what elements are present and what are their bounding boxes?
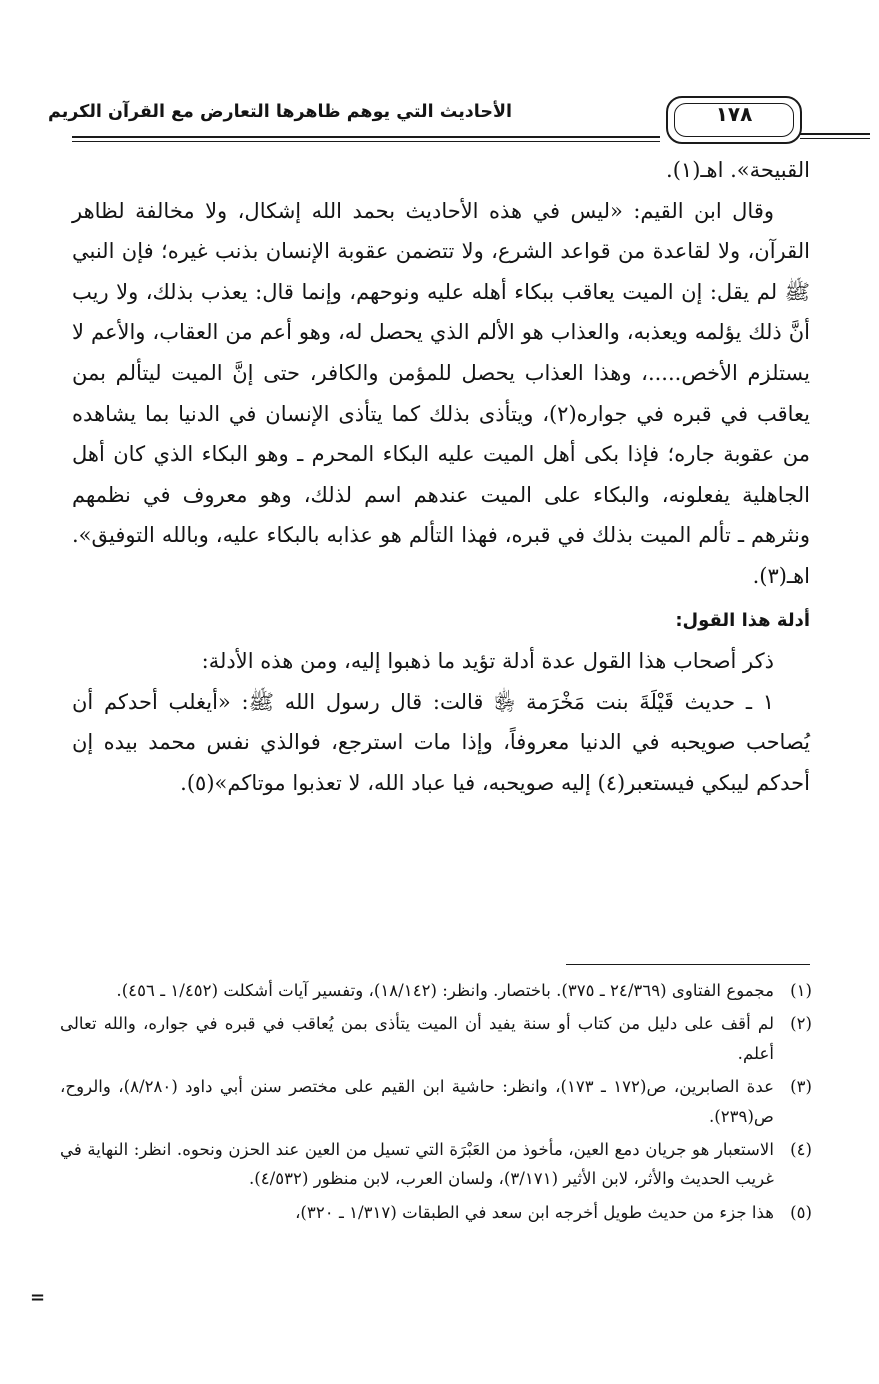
page-number: ١٧٨ [715,102,753,126]
footnote-2 [60,1009,812,1068]
paragraph-evidence-intro: ذكر أصحاب هذا القول عدة أدلة تؤيد ما ذهبوا إليه، ومن هذه الأدلة: [201,649,774,674]
footnote-1 [60,976,812,1005]
footnote-text: الاستعبار هو جريان دمع العين، مأخوذ من العَبْرَة التي تسيل من العين عند الحزن ونحوه. انظر: النهاية في غريب الحديث والأثر، لابن الأثير (٣/١٧١)، ولسان العرب، لابن منظور (٤/٥٣٢). [60,1140,774,1189]
footnote-number: (٤) [790,1140,812,1160]
footnote-text: عدة الصابرين، ص(١٧٢ ـ ١٧٣)، وانظر: حاشية ابن القيم على مختصر سنن أبي داود (٨/٢٨٠)، والروح، ص(٢٣٩). [60,1077,774,1126]
running-header [47,96,810,146]
paragraph-hadith-qaylah: ١ ـ حديث قَيْلَةَ بنت مَخْرَمة ﵂ قالت: قال رسول الله ﷺ: «أيغلب أحدكم أن يُصاحب صويحبه في الدنيا معروفاً، وإذا مات استرجع، فوالذي نفس محمد بيده إن أحدكم ليبكي فيستعبر(٤) إليه صويحبه، فيا عباد الله، لا تعذبوا موتاكم»(٥). [72,689,810,795]
footnote-continuation-mark: = [30,1287,46,1308]
footnote-number: (٢) [790,1014,812,1034]
footnote-number: (٣) [790,1077,812,1097]
main-text [72,150,810,804]
footnote-number: (١) [790,981,812,1000]
footnote-number: (٥) [790,1202,812,1222]
header-rule-right [800,133,870,135]
footnote-separator [566,964,810,965]
running-header-title: الأحاديث التي يوهم ظاهرها التعارض مع القرآن الكريم [47,102,512,122]
footnote-3 [60,1072,812,1131]
page-number-frame [666,96,802,144]
header-rule [72,136,660,138]
paragraph-0: القبيحة». اهـ(١). [666,158,810,182]
footnote-text: مجموع الفتاوى (٢٤/٣٦٩ ـ ٣٧٥). باختصار. وانظر: (١٨/١٤٢)، وتفسير آيات أشكلت (١/٤٥٢ ـ ٤٥٦). [116,981,774,1000]
header-rule-thin [72,141,660,142]
header-rule-right-thin [800,138,870,139]
footnote-text: لم أقف على دليل من كتاب أو سنة يفيد أن الميت يتأذى بمن يُعاقب في قبره في جواره، والله تعالى أعلم. [60,1014,774,1063]
section-heading: أدلة هذا القول: [675,609,810,631]
footnote-4 [60,1135,812,1194]
footnote-text: هذا جزء من حديث طويل أخرجه ابن سعد في الطبقات (١/٣١٧ ـ ٣٢٠)، [295,1202,774,1222]
paragraph-ibn-alqayyim-quote: وقال ابن القيم: «ليس في هذه الأحاديث بحمد الله إشكال، ولا مخالفة لظاهر القرآن، ولا لقاعدة من قواعد الشرع، ولا تتضمن عقوبة الإنسان بذنب غيره؛ فإن النبي ﷺ لم يقل: إن الميت يعاقب ببكاء أهله عليه ونوحهم، وإنما قال: يعذب بذلك، ولا ريب أنَّ ذلك يؤلمه ويعذبه، والعذاب هو الألم الذي يحصل له، وهو أعم من العقاب، والأعم لا يستلزم الأخص.....، وهذا العذاب يحصل للمؤمن والكافر، حتى إنَّ الميت ليتألم بمن يعاقب في قبره في جواره(٢)، ويتأذى بذلك كما يتأذى الإنسان في الدنيا بما يشاهده من عقوبة جاره؛ فإذا بكى أهل الميت عليه البكاء المحرم ـ وهو البكاء الذي كان أهل الجاهلية يفعلونه، والبكاء على الميت عندهم اسم لذلك، وهو معروف في نظمهم ونثرهم ـ تألم الميت بذلك في قبره، فهذا التألم هو عذابه بالبكاء عليه، وبالله التوفيق». اهـ(٣). [72,198,810,588]
footnote-5 [60,1198,812,1227]
footnotes [60,976,812,1231]
